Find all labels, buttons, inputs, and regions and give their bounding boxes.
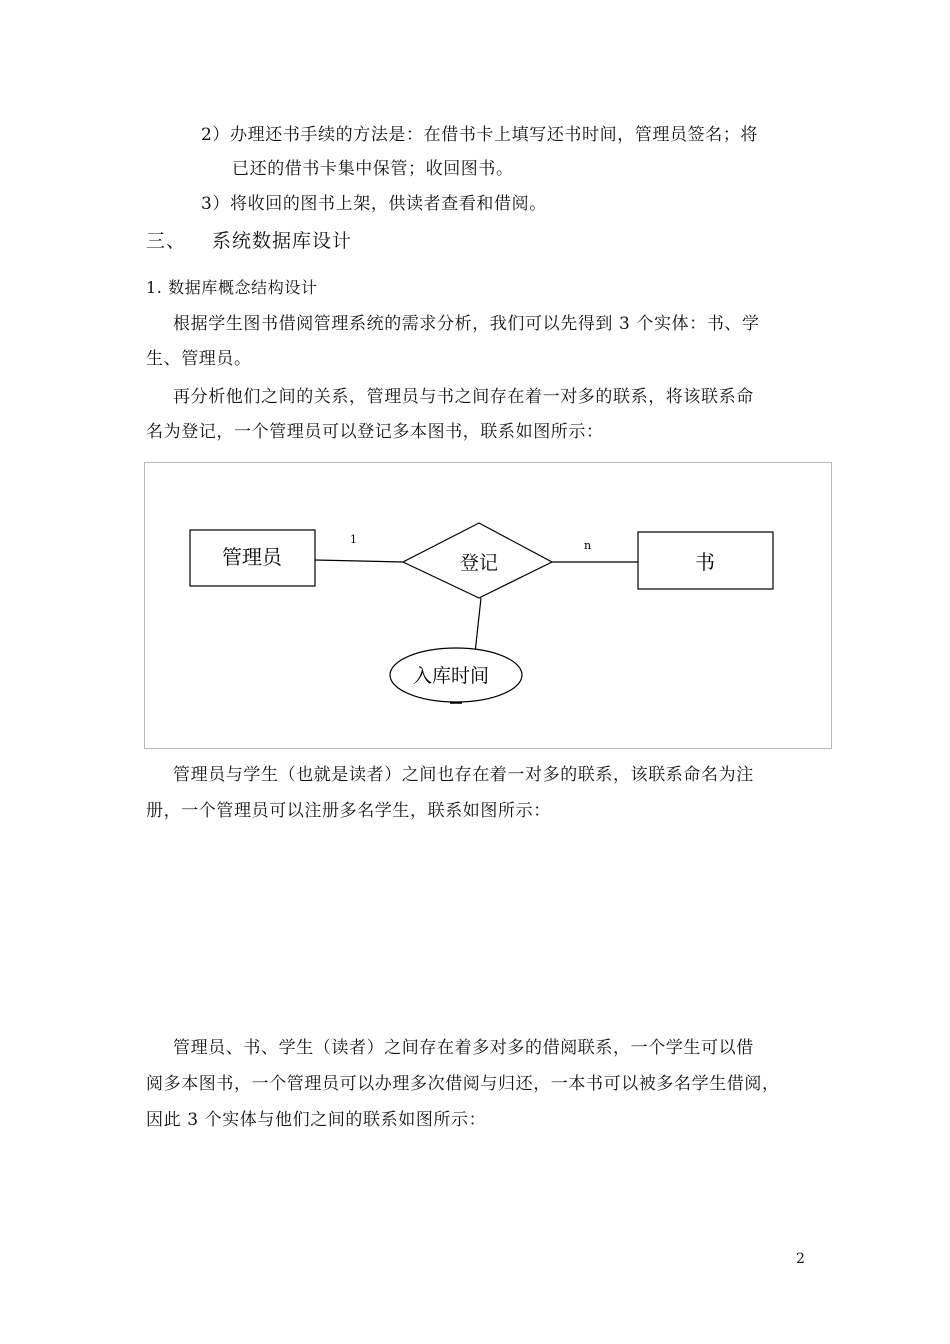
cardinality-many: n (584, 539, 592, 552)
section-title: 系统数据库设计 (212, 230, 353, 252)
sub-heading: 1. 数据库概念结构设计 (146, 278, 318, 297)
er-diagram (145, 463, 831, 748)
paragraph-line: 根据学生图书借阅管理系统的需求分析，我们可以先得到 3 个实体：书、学 (173, 314, 760, 334)
paragraph-line: 名为登记，一个管理员可以登记多本图书，联系如图所示： (146, 422, 604, 442)
paragraph-line: 生、管理员。 (146, 349, 252, 369)
paragraph-line: 再分析他们之间的关系，管理员与书之间存在着一对多的联系，将该联系命 (173, 387, 754, 407)
paragraph-line: 管理员、书、学生（读者）之间存在着多对多的借阅联系，一个学生可以借 (173, 1038, 754, 1058)
paragraph-line: 册，一个管理员可以注册多名学生，联系如图所示： (146, 801, 551, 821)
paragraph-line: 2）办理还书手续的方法是：在借书卡上填写还书时间，管理员签名；将 (201, 125, 759, 145)
paragraph-line: 已还的借书卡集中保管；收回图书。 (232, 159, 514, 179)
relationship-label: 登记 (459, 552, 499, 574)
relationship-attribute-line (475, 598, 481, 653)
cardinality-one: 1 (350, 533, 357, 546)
er-diagram-figure (144, 462, 832, 749)
section-number: 三、 (146, 230, 187, 252)
paragraph-line: 因此 3 个实体与他们之间的联系如图所示： (146, 1110, 487, 1130)
paragraph-line: 管理员与学生（也就是读者）之间也存在着一对多的联系，该联系命名为注 (173, 765, 754, 785)
attribute-label: 入库时间 (412, 665, 490, 687)
admin-relationship-line (315, 560, 403, 562)
paragraph-line: 3）将收回的图书上架，供读者查看和借阅。 (201, 194, 547, 214)
page-number: 2 (796, 1251, 805, 1267)
entity-admin-label: 管理员 (222, 545, 282, 569)
paragraph-line: 阅多本图书，一个管理员可以办理多次借阅与归还，一本书可以被多名学生借阅， (146, 1074, 780, 1094)
entity-book-label: 书 (695, 550, 715, 574)
